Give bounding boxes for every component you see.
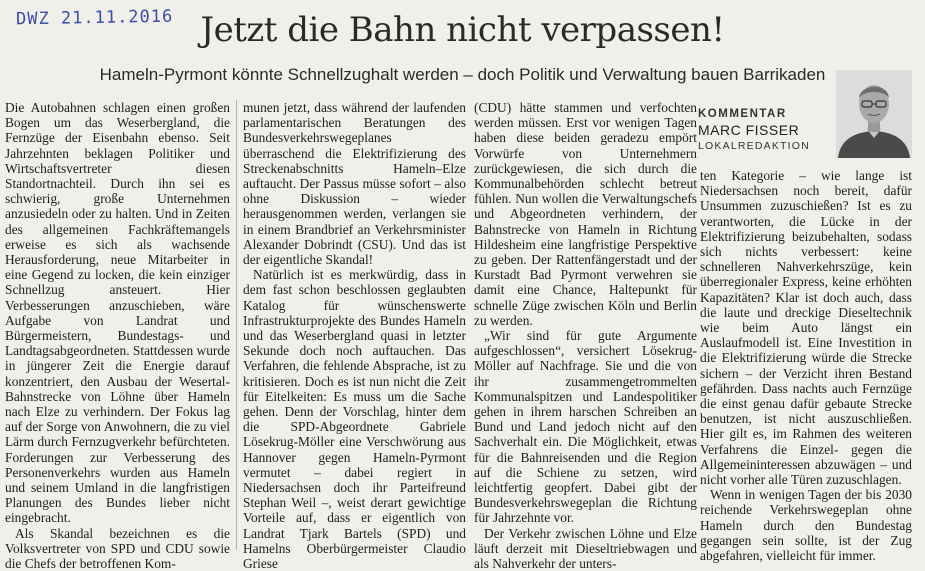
column-2-paragraph-2: Natürlich ist es merkwürdig, dass in dem fast schon beschlossen geglaubten Katalog für wünschenswerte Infrastrukturprojekte des Bundes Hameln und das Weserbergland quasi in letzter Sekunde doch noch auftauchen. Das Verfahren, die fehlende Absprache, ist zu kritisieren. Doch es ist nun nicht die Zeit für Eitelkeiten: Es muss um die Sache gehen. Denn der Vorschlag, hinter dem die SPD-Abgeordnete Gabriele Lösekrug-Möller eine Verschwörung aus Hannover gegen Hameln-Pyrmont vermutet – dabei regiert in Niedersachsen doch ihr Parteifreund Stephan Weil –, weist derart gewichtige Vorteile auf, dass er eigentlich von Landrat Tjark Bartels (SPD) und Hamelns Oberbürgermeister Claudio Griese xyxy=(243,267,466,571)
article-column-1 xyxy=(5,100,230,571)
article-column-3 xyxy=(474,100,697,571)
comment-department: LOKALREDAKTION xyxy=(698,140,810,152)
date-stamp: DWZ 21.11.2016 xyxy=(15,6,174,30)
column-4-paragraph-2: Wenn in wenigen Tagen der bis 2030 reichende Verkehrswegeplan ohne Hameln durch den Bundestag gegangen sein sollte, ist der Zug abgefahren, vielleicht für immer. xyxy=(700,487,912,564)
column-3-paragraph-3: Der Verkehr zwischen Löhne und Elze läuft derzeit mit Dieseltriebwagen und als Nahverkehr der unters- xyxy=(474,525,697,571)
column-3-paragraph-2: „Wir sind für gute Argumente aufgeschlossen“, versichert Lösekrug-Möller auf Nachfrage. Sie und die von ihr zusammengetrommelten Kommunalspitzen und Landespolitiker gehen in ihrem harschen Schreiben an Bund und Land jedoch nicht auf den Sachverhalt ein. Die Möglichkeit, etwas für die Bahnreisenden und die Region auf die Schiene zu setzen, wird leichtfertig geopfert. Dabei gibt der Bundesverkehrswegeplan die Richtung für Jahrzehnte vor. xyxy=(474,328,697,526)
author-portrait-icon xyxy=(836,70,912,158)
comment-author: MARC FISSER xyxy=(698,122,800,138)
subheadline: Hameln-Pyrmont könnte Schnellzughalt werden – doch Politik und Verwaltung bauen Barrikaden xyxy=(99,65,826,84)
column-2-paragraph-1: munen jetzt, dass während der laufenden parlamentarischen Beratungen des Bundesverkehrswegeplanes überraschend die Elektrifizierung des Streckenabschnitts Hameln–Elze auftaucht. Der Passus müsse sofort – also ohne Diskussion – wieder herausgenommen werden, verlangen sie in einem Brandbrief an Verkehrsminister Alexander Dobrindt (CSU). Und das ist der eigentliche Skandal! xyxy=(243,100,466,268)
column-divider xyxy=(236,100,237,550)
comment-header xyxy=(698,70,913,162)
comment-label: KOMMENTAR xyxy=(698,108,787,120)
column-1-paragraph-1: Die Autobahnen schlagen einen großen Bogen um das Weserbergland, die Fernzüge der Eisenbahn ebenso. Seit Jahrzehnten beklagen Politiker und Wirtschaftsvertreter diesen Standortnachteil. Durch ihn sei es schwierig, große Unternehmen anzusiedeln oder zu halten. Und in Zeiten des allgemeinen Fachkräftemangels erweise es sich als wachsende Herausforderung, neue Mitarbeiter in eine Gegend zu locken, die kein einziger Schnellzug ansteuert. Hier Verbesserungen anzuschieben, wäre Aufgabe von Landrat und Bürgermeistern, Bundestags- und Landtagsabgeordneten. Stattdessen wurde in jüngerer Zeit die Energie darauf konzentriert, den Ausbau der Wesertal-Bahnstrecke von Löhne über Hameln nach Elze zu verhindern. Der Fokus lag auf der Sorge von Anwohnern, die zu viel Lärm durch Fernzugverkehr befürchteten. Forderungen zur Verbesserung des Personenverkehrs wurden aus Hameln und seinem Umland in die langfristigen Planungen des Bundes lieber nicht eingebracht. xyxy=(5,100,230,526)
article-column-4 xyxy=(700,168,912,564)
column-4-paragraph-1: ten Kategorie – wie lange ist Niedersachsen noch bereit, dafür Unsummen zuzuschießen? Ist es zu verantworten, die Lücke in der Elektrifizierung beizubehalten, sodass sich nichts verbessert: keine schnelleren Nahverkehrszüge, kein überregionaler Express, keine erhöhten Kapazitäten? Klar ist doch auch, dass die laute und dreckige Dieseltechnik wie beim Auto längst ein Auslaufmodell ist. Eine Investition in die Elektrifizierung würde die Strecke sichern – der Verzicht ihren Bestand gefährden. Dass nachts auch Fernzüge die einst genau dafür gebaute Strecke benutzen, ist nicht auszuschließen. Hier gilt es, im Rahmen des weiteren Verfahrens die Einzel- gegen die Allgemeininteressen abzuwägen – und nicht vorher alle Türen zuzuschlagen. xyxy=(700,168,912,488)
headline: Jetzt die Bahn nicht verpassen! xyxy=(200,10,725,50)
article-column-2 xyxy=(243,100,466,571)
column-1-paragraph-2: Als Skandal bezeichnen es die Volksvertreter von SPD und CDU sowie die Chefs der betroffenen Kom- xyxy=(5,525,230,571)
column-3-paragraph-1: (CDU) hätte stammen und verfochten werden müssen. Erst vor wenigen Tagen haben diese beiden geradezu empört Vorwürfe von Unternehmern zurückgewiesen, die sich durch die Kommunalbehörden schlecht betreut fühlen. Nun wollen die Verwaltungschefs und Abgeordneten verhindern, der Bahnstrecke von Hameln in Richtung Hildesheim eine langfristige Perspektive zu geben. Der Rattenfängerstadt und der Kurstadt Bad Pyrmont verwehren sie damit eine Chance, Haltepunkt für schnelle Züge zwischen Köln und Berlin zu werden. xyxy=(474,100,697,328)
